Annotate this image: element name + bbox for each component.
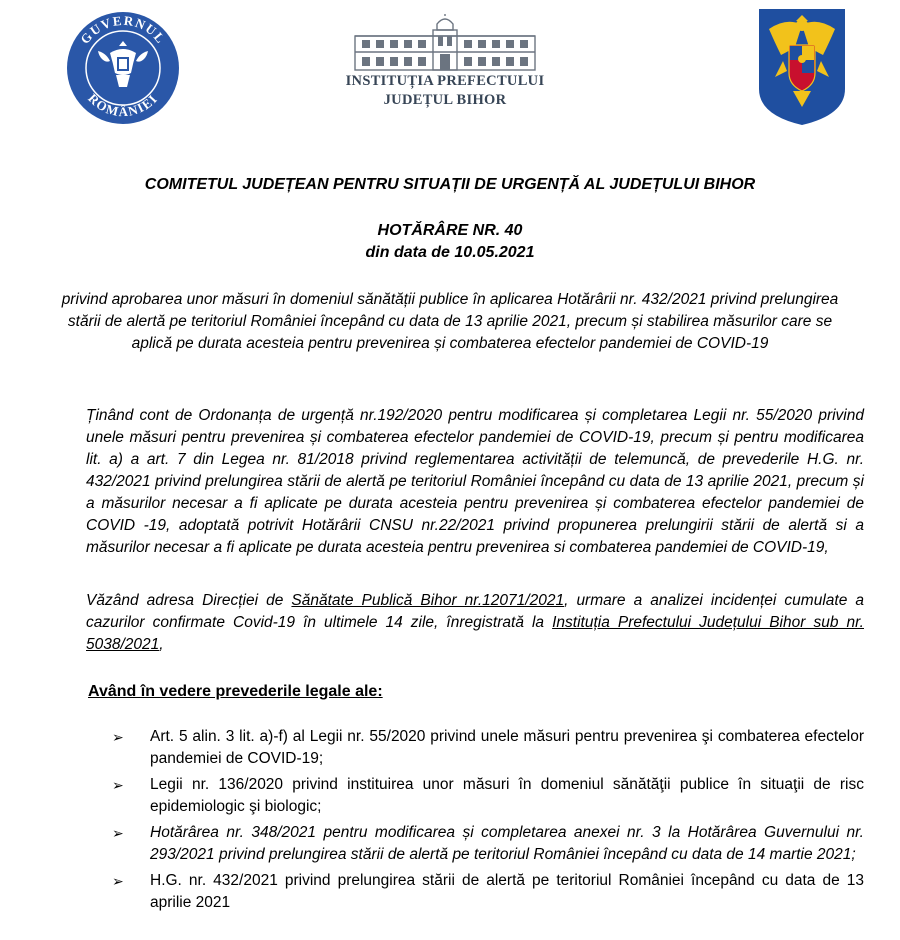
arrow-bullet-icon: ➢ <box>112 873 124 889</box>
legal-provisions-list <box>112 726 864 918</box>
paragraph-legal-context <box>86 405 864 559</box>
committee-title: COMITETUL JUDEȚEAN PENTRU SITUAȚII DE URGENȚĂ AL JUDEȚULUI BIHOR <box>144 176 756 193</box>
decision-date: din data de 10.05.2021 <box>365 244 535 261</box>
legal-provisions-heading: Având în vedere prevederile legale ale: <box>88 683 383 700</box>
institution-name-line1: INSTITUȚIA PREFECTULUI <box>345 73 545 89</box>
arrow-bullet-icon: ➢ <box>112 825 124 841</box>
list-item <box>112 870 864 914</box>
svg-text:ROMÂNIEI: ROMÂNIEI <box>85 90 161 120</box>
dsp-reference: Sănătate Publică Bihor nr.12071/2021 <box>291 592 565 609</box>
list-item <box>112 774 864 818</box>
list-item-text: H.G. nr. 432/2021 privind prelungirea stării de alertă pe teritoriul României începând cu data de 13 aprilie 2021 <box>150 872 864 911</box>
coat-of-arms-logo <box>757 7 847 127</box>
svg-text:GUVERNUL: GUVERNUL <box>77 12 169 47</box>
paragraph-legal-context-text: Ținând cont de Ordonanța de urgență nr.192/2020 pentru modificarea și completarea Legii nr. 55/2020 privind unele măsuri pentru prevenirea și combaterea efectelor pandemiei de COVID-19, precum și pentru modificarea lit. a) a art. 7 din Legea nr. 81/2018 privind reglementarea activității de telemuncă, de prevederile H.G. nr. 432/2021 privind prelungirea stării de alertă pe teritoriul României începând cu data de 13 aprilie 2021, precum și a măsurilor necesar a fi aplicate pe durata acesteia pentru prevenirea și combaterea efectelor pandemiei de COVID -19, adoptată potrivit Hotărârii CNSU nr.22/2021 privind propunerea prelungirii stării de alertă si a măsurilor necesar a fi aplicate pe durata acesteia pentru prevenirea si combaterea pandemiei de COVID-19, <box>86 407 864 556</box>
institution-name-line2: JUDEȚUL BIHOR <box>383 92 507 108</box>
decision-title: HOTĂRÂRE NR. 40 <box>377 222 523 239</box>
prefecture-reference: Instituția Prefectului Județului Bihor sub nr. 5038/2021 <box>86 614 864 653</box>
institution-logo <box>330 14 560 110</box>
list-item-text: Hotărârea nr. 348/2021 pentru modificarea și completarea anexei nr. 3 la Hotărârea Guvernului nr. 293/2021 privind prelungirea stării de alertă pe teritoriul României începând cu data de 14 martie 2021; <box>150 824 864 863</box>
paragraph-dsp-part2: , urmare a analizei incidenței cumulate a cazurilor confirmate Covid-19 în ultimele 14 zile, înregistrată la <box>86 592 864 631</box>
decision-subject: privind aprobarea unor măsuri în domeniul sănătății publice în aplicarea Hotărârii nr. 432/2021 privind prelungirea stării de alertă pe teritoriul României începând cu data de 13 aprilie 2021, precum și stabilirea măsurilor care se aplică pe durata acesteia pentru prevenirea și combaterea efectelor pandemiei de COVID-19 <box>61 291 839 352</box>
list-item-text: Legii nr. 136/2020 privind instituirea unor măsuri în domeniul sănătăţii publice în situaţii de risc epidemiologic şi biologic; <box>150 776 864 815</box>
paragraph-dsp-address <box>86 590 864 656</box>
arrow-bullet-icon: ➢ <box>112 729 124 745</box>
list-item <box>112 822 864 866</box>
paragraph-dsp-part1: Văzând adresa Direcției de <box>86 592 292 609</box>
building-icon <box>350 14 540 72</box>
arrow-bullet-icon: ➢ <box>112 777 124 793</box>
paragraph-dsp-part3: , <box>159 636 164 653</box>
government-seal-logo <box>66 11 180 125</box>
list-item <box>112 726 864 770</box>
list-item-text: Art. 5 alin. 3 lit. a)-f) al Legii nr. 55/2020 privind unele măsuri pentru prevenirea şi combaterea efectelor pandemiei de COVID-19; <box>150 728 864 767</box>
